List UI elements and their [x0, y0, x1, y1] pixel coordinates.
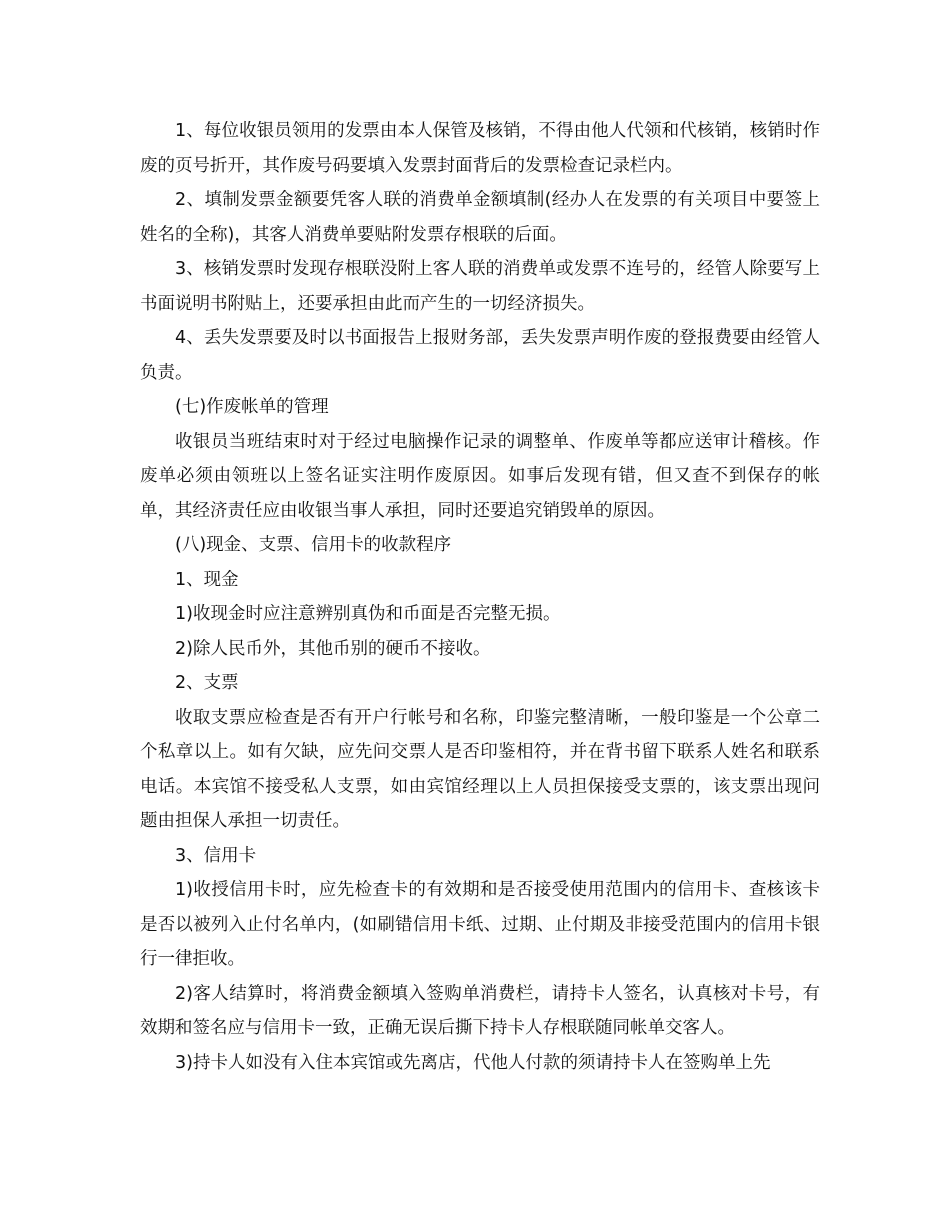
paragraph-void-bills: 收银员当班结束时对于经过电脑操作记录的调整单、作废单等都应送审计稽核。作废单必须由领班以上签名证实注明作废原因。如事后发现有错，但又查不到保存的帐单，其经济责任应由收银当事人承担，同时还要追究销毁单的原因。: [140, 431, 820, 521]
subheading-check: 2、支票: [175, 673, 239, 693]
paragraph-invoice-1: 1、每位收银员领用的发票由本人保管及核销，不得由他人代领和代核销，核销时作废的页号折开，其作废号码要填入发票封面背后的发票检查记录栏内。: [140, 121, 820, 176]
paragraph-cash-1: 1)收现金时应注意辨别真伪和币面是否完整无损。: [175, 604, 561, 624]
paragraph-check: 收取支票应检查是否有开户行帐号和名称，印鉴完整清晰，一般印鉴是一个公章二个私章以上。如有欠缺，应先问交票人是否印鉴相符，并在背书留下联系人姓名和联系电话。本宾馆不接受私人支票，如由宾馆经理以上人员担保接受支票的，该支票出现问题由担保人承担一切责任。: [140, 707, 820, 831]
section-heading-payment-procedure: (八)现金、支票、信用卡的收款程序: [175, 535, 452, 555]
paragraph-invoice-4: 4、丢失发票要及时以书面报告上报财务部，丢失发票声明作废的登报费要由经管人负责。: [140, 328, 820, 383]
subheading-cash: 1、现金: [175, 569, 239, 590]
paragraph-credit-card-3: 3)持卡人如没有入住本宾馆或先离店，代他人付款的须请持卡人在签购单上先: [175, 1052, 771, 1073]
paragraph-invoice-3: 3、核销发票时发现存根联没附上客人联的消费单或发票不连号的，经管人除要写上书面说明书附贴上，还要承担由此而产生的一切经济损失。: [140, 259, 820, 314]
paragraph-cash-2: 2)除人民币外，其他币别的硬币不接收。: [175, 638, 491, 659]
paragraph-invoice-2: 2、填制发票金额要凭客人联的消费单金额填制(经办人在发票的有关项目中要签上姓名的全称)，其客人消费单要贴附发票存根联的后面。: [140, 190, 820, 245]
document-body: [140, 114, 820, 1080]
paragraph-credit-card-2: 2)客人结算时，将消费金额填入签购单消费栏，请持卡人签名，认真核对卡号，有效期和签名应与信用卡一致，正确无误后撕下持卡人存根联随同帐单交客人。: [140, 983, 820, 1038]
subheading-credit-card: 3、信用卡: [175, 845, 257, 866]
paragraph-credit-card-1: 1)收授信用卡时，应先检查卡的有效期和是否接受使用范围内的信用卡、查核该卡是否以被列入止付名单内，(如刷错信用卡纸、过期、止付期及非接受范围内的信用卡银行一律拒收。: [140, 880, 820, 969]
section-heading-void-bills: (七)作废帐单的管理: [175, 397, 329, 417]
